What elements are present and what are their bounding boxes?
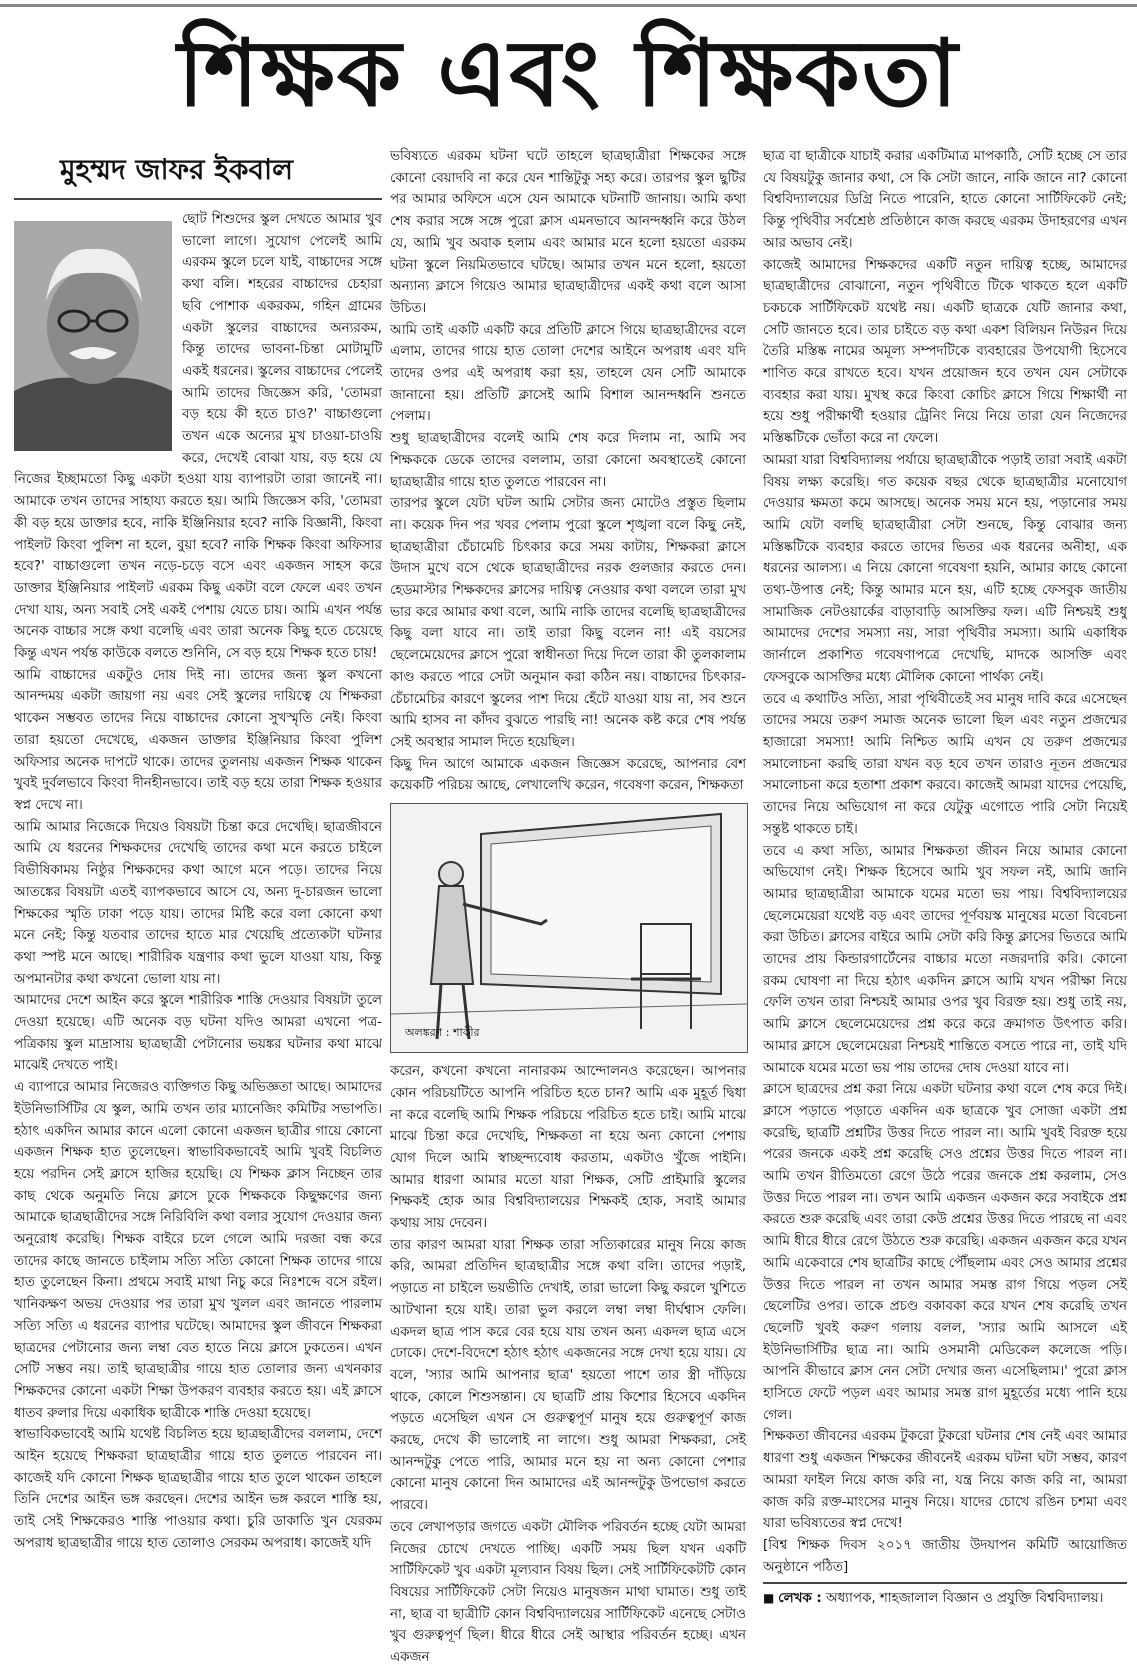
paragraph: ছোট শিশুদের স্কুল দেখতে আমার খুব ভালো লাগে। সুযোগ পেলেই আমি এরকম স্কুলে চলে যাই, বাচ্চাদের সঙ্গে কথা বলি। শহরের বাচ্চাদের চেহারা ছবি পোশাক একরকম, গহিন গ্রামের একটা স্কুলের বাচ্চাদের অন্যরকম, কিন্তু তাদের ভাবনা-চিন্তা মোটামুটি একই ধরনের। স্কুলের বাচ্চাদের পেলেই আমি তাদের জিজ্ঞেস করি, 'তোমরা বড় হয়ে কী হতে চাও?' বাচ্চাগুলো তখন একে অন্যের মুখ চাওয়া-চাওয়ি করে, দেখেই বোঝা যায়, বড় হয়ে যে নিজের ইচ্ছামতো কিছু একটা হওয়া যায় ব্যাপারটা তারা জানেই না। আমাকে তখন তাদের সাহায্য করতে হয়। আমি জিজ্ঞেস করি, 'তোমরা কী বড় হয়ে ডাক্তার হবে, নাকি ইঞ্জিনিয়ার হবে? নাকি বিজ্ঞানী, কিংবা পাইলট কিংবা পুলিশ না হলে, বুয়া হবে? নাকি শিক্ষক কিংবা অফিসার হবে?' বাচ্চাগুলো তখন নড়ে-চড়ে বসে এবং একজন সাহস করে ডাক্তার ইঞ্জিনিয়ার পাইলট এরকম কিছু একটা বলে ফেলে এবং তখন দেখা যায়, অন্য সবাই সেই একই পেশায় যেতে চায়। আমি এখন পর্যন্ত অনেক বাচ্চার সঙ্গে কথা বলেছি এবং তারা অনেক কিছু হতে চেয়েছে কিন্তু এখন পর্যন্ত কাউকে বলতে শুনিনি, সে বড় হয়ে শিক্ষক হতে চায়! [14,212,382,662]
paragraph: ছাত্র বা ছাত্রীকে যাচাই করার একটিমাত্র মাপকাঠি, সেটি হচ্ছে সে তার যে বিষয়টুকু জানার কথা, সে কি সেটা জানে, নাকি জানে না? কোনো বিশ্ববিদ্যালয়ের ডিগ্রি নিতে পারেনি, হাতে কোনো সার্টিফিকেট নেই; কিন্তু পৃথিবীর সর্বশ্রেষ্ঠ প্রতিষ্ঠানে কাজ করছে এরকম উদাহরণের এখন আর অভাব নেই। [763,149,1127,251]
paragraph: ক্লাসে ছাত্রদের প্রশ্ন করা নিয়ে একটা ঘটনার কথা বলে শেষ করে দিই। ক্লাসে পড়াতে পড়াতে একদিন এক ছাত্রকে খুব সোজা একটা প্রশ্ন করেছি, ছাত্রটি প্রশ্নটির উত্তর দিতে পারল না। আমি খুবই বিরক্ত হয়ে পরের জনকে একই প্রশ্ন করেছি সেও প্রশ্নের উত্তর দিতে পারল না। আমি তখন রীতিমতো রেগে উঠে পরের জনকে প্রশ্ন করলাম, সেও উত্তর দিতে পারল না। তখন আমি একজন একজন করে সবাইকে প্রশ্ন করতে শুরু করেছি এবং তারা কেউ প্রশ্নের উত্তর দিতে পারছে না এবং আমি ধীরে ধীরে রেগে উঠতে শুরু করেছি। একজন একজন করে যখন আমি একেবারে শেষ ছাত্রটির কাছে পৌঁছলাম এবং সেও আমার প্রশ্নের উত্তর দিতে পারল না তখন আমার সমস্ত রাগ গিয়ে পড়ল সেই ছেলেটির ওপর। তাকে প্রচণ্ড বকাবকা করে যখন শেষ করেছি তখন ছেলেটি খুবই করুণ গলায় বলল, 'স্যার আমি আসলে এই ইউনিভার্সিটির ছাত্র না। আমি ওসমানী মেডিকেল কলেজে পড়ি। আপনি কীভাবে ক্লাস নেন সেটা দেখার জন্য এসেছিলাম।' পুরো ক্লাস হাসিতে ফেটে পড়ল এবং আমার সমস্ত রাগ মুহূর্তের মধ্যে পানি হয়ে গেল। [763,1082,1127,1423]
paragraph: স্বাভাবিকভাবেই আমি যথেষ্ট বিচলিত হয়ে ছাত্রছাত্রীদের বললাম, দেশে আইন হয়েছে শিক্ষকরা ছাত্রছাত্রীর গায়ে হাত তুলতে পারবেন না। কাজেই যদি কোনো শিক্ষক ছাত্রছাত্রীর গায়ে হাত তুলে থাকেন তাহলে তিনি দেশের আইন ভঙ্গ করছেন। দেশের আইন ভঙ্গ করলে শাস্তি হয়, তাই সেই শিক্ষকেরও শাস্তি পাওয়ার কথা। চুরি ডাকাতি খুন যেরকম অপরাধ ছাত্রছাত্রীর গায়ে হাত তোলাও সেরকম অপরাধ। কাজেই যদি [14,1427,382,1551]
paragraph: শিক্ষকতা জীবনের এরকম টুকরো টুকরো ঘটনার শেষ নেই এবং আমার ধারণা শুধু একজন শিক্ষকের জীবনেই এরকম ঘটনা ঘটা সম্ভব, কারণ আমরা ফাইল নিয়ে কাজ করি না, যন্ত্র নিয়ে কাজ করি না, আমরা কাজ করি রক্ত-মাংসের মানুষ নিয়ে। যাদের চোখে রঙিন চশমা এবং যারা ভবিষ্যতের স্বপ্ন দেখে! [763,1429,1127,1532]
author-byline [763,1588,1127,1610]
occasion-note: [বিশ্ব শিক্ষক দিবস ২০১৭ জাতীয় উদযাপন কমিটি আয়োজিত অনুষ্ঠানে পঠিত] [763,1538,1127,1575]
bullet-icon: ■ [763,1591,779,1606]
paragraph: তারপর স্কুলে যেটা ঘটল আমি সেটার জন্য মোটেও প্রস্তুত ছিলাম না। কয়েক দিন পর খবর পেলাম পুরো স্কুলে শৃঙ্খলা বলে কিছু নেই, ছাত্রছাত্রীরা চেঁচামেচি চিৎকার করে সময় কাটায়, শিক্ষকরা ক্লাসে উদাস মুখে বসে থেকে ছাত্রছাত্রীদের নরক গুলজার করতে দেন। হেডমাস্টার শিক্ষকদের ক্লাসের দায়িত্ব নেওয়ার কথা বললে তারা মুখ ভার করে আমার কথা বলে, আমি নাকি তাদের বলেছি ছাত্রছাত্রীদের কিছু বলা যাবে না। তাই তারা কিছু বলেন না! এই বয়সের ছেলেমেয়েদের ক্লাসে পুরো স্বাধীনতা দিয়ে দিলে তারা কী তুলকালাম কাণ্ড করতে পারে সেটা অনুমান করা কঠিন নয়। বাচ্চাদের চিৎকার-চেঁচামেচির কারণে স্কুলের পাশ দিয়ে হেঁটে যাওয়া যায় না, সব শুনে আমি হাসব না কাঁদব বুঝতে পারছি না! অনেক কষ্ট করে শেষ পর্যন্ত সেই অবস্থার সামাল দিতে হয়েছিল। [390,496,746,750]
paragraph: আমাদের দেশে আইন করে স্কুলে শারীরিক শাস্তি দেওয়ার বিষয়টা তুলে দেওয়া হয়েছে। এটি অনেক বড় ঘটনা যদিও আমরা এখনো পত্র-পত্রিকায় স্কুল মাদ্রাসায় ছাত্রছাত্রী পেটানোর ভয়ঙ্কর ঘটনার কথা মাঝে মাঝেই দেখতে পাই। [14,993,382,1074]
paragraph: কিছু দিন আগে আমাকে একজন জিজ্ঞেস করেছে, আপনার বেশ কয়েকটি পরিচয় আছে, লেখালেখি করেন, গবেষণা করেন, শিক্ষকতা [390,756,746,794]
paragraph: ভবিষ্যতে এরকম ঘটনা ঘটে তাহলে ছাত্রছাত্রীরা শিক্ষকের সঙ্গে কোনো বেয়াদবি না করে যেন শান্তিটুকু সহ্য করে। তারপর স্কুল ছুটির পর আমার অফিসে এসে যেন আমাকে ঘটনাটি জানায়। আমি কথা শেষ করার সঙ্গে সঙ্গে পুরো ক্লাস এমনভাবে আনন্দধ্বনি করে উঠল যে, আমি খুব অবাক হলাম এবং আমার মনে হলো হয়তো এরকম ঘটনা স্কুলে নিয়মিতভাবে ঘটছে। আমার তখন মনে হলো, হয়তো অন্যান্য ক্লাসে গিয়েও আমার ছাত্রছাত্রীদের একই কথা বলে আসা উচিত। [390,149,746,316]
author-photo [14,221,172,451]
paragraph: কাজেই আমাদের শিক্ষকদের একটি নতুন দায়িত্ব হচ্ছে, আমাদের ছাত্রছাত্রীদের বোঝানো, নতুন পৃথিবীতে টিকে থাকতে হলে একটি চকচকে সার্টিফিকেট যথেষ্ট নয়। একটি ছাত্রকে যেটি জানার কথা, সেটি জানতে হবে। তার চাইতে বড় কথা একশ বিলিয়ন নিউরন দিয়ে তৈরি মস্তিষ্ক নামের অমূল্য সম্পদটিকে ব্যবহারের উপযোগী হিসেবে শাণিত করে রাখতে হবে। যখন প্রয়োজন হবে তখন যেন সেটাকে ব্যবহার করা যায়। মুখস্থ করে কিংবা কোচিং ক্লাসে গিয়ে শিক্ষার্থী না হয়ে শুধু পরীক্ষার্থী হওয়ার ট্রেনিং নিয়ে নিয়ে তারা যেন নিজেদের মস্তিষ্কটিকে ভোঁতা করে না ফেলে। [763,257,1127,447]
paragraph: আমরা যারা বিশ্ববিদ্যালয় পর্যায়ে ছাত্রছাত্রীকে পড়াই তারা সবাই একটা বিষয় লক্ষ্য করেছি। গত কয়েক বছর থেকে ছাত্রছাত্রীর মনোযোগ দেওয়ার ক্ষমতা কমে আসছে। অনেক সময় মনে হয়, পড়ানোর সময় আমি যেটা বলছি ছাত্রছাত্রীরা সেটা শুনছে, কিন্তু বোঝার জন্য মস্তিষ্কটিকে ব্যবহার করতে তাদের ভিতর এক ধরনের অনীহা, এক ধরনের আলস্য। এ নিয়ে কোনো গবেষণা হয়নি, আমার কাছে কোনো তথ্য-উপাত্ত নেই; কিন্তু আমার মনে হয়, এটি হচ্ছে ফেসবুক জাতীয় সামাজিক নেটওয়ার্কের বাড়াবাড়ি আসক্তির ফল। এটি নিশ্চয়ই শুধু আমাদের দেশের সমস্যা নয়, সারা পৃথিবীর সমস্যা। আমি একাধিক জার্নালে প্রকাশিত গবেষণাপত্রে দেখেছি, মাদকে আসক্তি এবং ফেসবুকে আসক্তির মধ্যে মৌলিক কোনো পার্থক্য নেই। [763,452,1127,685]
column-a [14,209,382,1551]
byline-divider [763,1582,1127,1584]
paragraph: তবে লেখাপড়ার জগতে একটা মৌলিক পরিবর্তন হচ্ছে যেটা আমরা নিজের চোখে দেখতে পাচ্ছি। একটি সময় ছিল যখন একটি সার্টিফিকেট খুব একটা মূল্যবান বিষয় ছিল। সেই সার্টিফিকেটটি কোন বিষয়ের সার্টিফিকেট সেটা নিয়েও মানুষজন মাথা ঘামাত। শুধু তাই না, ছাত্র বা ছাত্রীটি কোন বিশ্ববিদ্যালয়ের সার্টিফিকেট এনেছে সেটাও খুব গুরুত্বপূর্ণ ছিল। ধীরে ধীরে সেই আস্থার পরিবর্তন হচ্ছে। এখন একজন [390,1519,746,1666]
paragraph: করেন, কখনো কখনো নানারকম আন্দোলনও করেছেন। আপনার কোন পরিচয়টিতে আপনি পরিচিত হতে চান? আমি এক মুহূর্ত দ্বিধা না করে বলেছি আমি শিক্ষক পরিচয়ে পরিচিত হতে চাই। আমি মাঝে মাঝে চিন্তা করে দেখেছি, শিক্ষকতা না হয়ে অন্য কোনো পেশায় যোগ দিলে আমি স্বাচ্ছন্দ্যবোধ করতাম, একটাও খুঁজে পাইনি। আমার ধারণা আমার মতো যারা শিক্ষক, সেটি প্রাইমারি স্কুলের শিক্ষকই হোক আর বিশ্ববিদ্যালয়ের শিক্ষকই হোক, সবাই আমার কথায় সায় দেবেন। [390,1064,746,1232]
paragraph: আমি বাচ্চাদের একটুও দোষ দিই না। তাদের জন্য স্কুল কখনো আনন্দময় একটা জায়গা নয় এবং সেই স্কুলের দায়িত্বে যে শিক্ষকরা থাকেন সম্ভবত তাদের নিয়ে বাচ্চাদের কোনো সুখস্মৃতি নেই। কিংবা তারা হয়তো দেখেছে, একজন ডাক্তার ইঞ্জিনিয়ার কিংবা পুলিশ অফিসার অনেক দাপটে থাকে। তাদের তুলনায় একজন শিক্ষক থাকেন খুবই দুর্বলভাবে কিংবা দীনহীনভাবে। তাই বড় হয়ে তারা শিক্ষক হওয়ার স্বপ্ন দেখে না। [14,667,382,813]
byline-label: লেখক : [778,1591,822,1607]
illustration-caption: অলঙ্করণ : শাকীর [405,1026,480,1040]
paragraph: তবে এ কথাটিও সত্যি, সারা পৃথিবীতেই সব মানুষ দাবি করে এসেছেন তাদের সময়ে তরুণ সমাজ অনেক ভালো ছিল এবং নতুন প্রজন্মের হাজারো সমস্যা! আমি নিশ্চিত আমি এখন যে তরুণ প্রজন্মের সমালোচনা করছি তারা যখন বড় হবে তখন তারাও নূতন প্রজন্মের সমালোচনা করে হতাশা প্রকাশ করবে। কাজেই আমরা যাদের পেয়েছি, তাদের নিয়ে অভিযোগ না করে যেটুকু এগোতে পারি সেটা নিয়েই সন্তুষ্ট থাকতে চাই। [763,691,1127,837]
column-b [390,146,746,1666]
paragraph: আমি তাই একটি একটি করে প্রতিটি ক্লাসে গিয়ে ছাত্রছাত্রীদের বলে এলাম, তাদের গায়ে হাত তোলা দেশের আইনে অপরাধ এবং যদি তাদের ওপর এই অপরাধ করা হয়, তাহলে যেন সেটি আমাকে জানানো হয়। প্রতিটি ক্লাসেই আমি বিশাল আনন্দধ্বনি শুনতে পেলাম। [390,322,746,425]
paragraph: আমি আমার নিজেকে দিয়েও বিষয়টা চিন্তা করে দেখেছি। ছাত্রজীবনে আমি যে ধরনের শিক্ষকদের দেখেছি তাদের কথা মনে করতে চাইলে বিভীষিকাময় নিষ্ঠুর শিক্ষকদের কথা আগে মনে পড়ে। তাদের নিয়ে আতঙ্কের বিষয়টা এতই ব্যাপকভাবে আসে যে, অন্য দু-চারজন ভালো শিক্ষকের স্মৃতি ঢাকা পড়ে যায়। তাদের মিষ্টি করে বলা কোনো কথা মনে নেই; কিন্তু যতবার তাদের হাতে মার খেয়েছি প্রত্যেকটা ঘটনার কথা স্পষ্ট মনে আছে। শারীরিক যন্ত্রণার কথা ভুলে যাওয়া যায়, কিন্তু অপমানটার কথা কখনো ভোলা যায় না। [14,819,382,987]
author-name: মুহম্মদ জাফর ইকবাল [60,153,294,186]
illustration [390,803,748,1053]
byline-text: অধ্যাপক, শাহজালাল বিজ্ঞান ও প্রযুক্তি বিশ্ববিদ্যালয়। [826,1591,1104,1607]
column-c [763,146,1127,1607]
author-divider [14,198,382,200]
top-border [0,4,1137,7]
paragraph: শুধু ছাত্রছাত্রীদের বলেই আমি শেষ করে দিলাম না, আমি সব শিক্ষককে ডেকে তাদের বললাম, তারা কোনো অবস্থাতেই কোনো ছাত্রছাত্রীর গায়ে হাত তুলতে পারবেন না। [390,431,746,490]
paragraph: তার কারণ আমরা যারা শিক্ষক তারা সত্যিকারের মানুষ নিয়ে কাজ করি, আমরা প্রতিদিন ছাত্রছাত্রীর সঙ্গে কথা বলি। তাদের পড়াই, পড়াতে না চাইলে ভয়ভীতি দেখাই, তারা ভালো কিছু করলে খুশিতে আটখানা হয়ে যাই। তারা ভুল করলে লম্বা লম্বা দীর্ঘশ্বাস ফেলি। একদল ছাত্র পাস করে বের হয়ে যায় তখন অন্য একদল ছাত্র এসে ঢোকে। দেশে-বিদেশে হঠাৎ হঠাৎ একজনের সঙ্গে দেখা হয়ে যায়। যে বলে, 'স্যার আমি আপনার ছাত্র' হয়তো পাশে তার স্ত্রী দাঁড়িয়ে থাকে, কোলে শিশুসন্তান। যে ছাত্রটি প্রায় কিশোর হিসেবে একদিন পড়তে এসেছিল এখন সে গুরুত্বপূর্ণ মানুষ হয়ে গুরুত্বপূর্ণ কাজ করছে, দেখে কী ভালোই না লাগে। শুধু আমরা শিক্ষকরা, সেই আনন্দটুকু পেতে পারি, আমার মনে হয় না অন্য কোনো পেশার কোনো মানুষ কোনো দিন আমাদের এই আনন্দটুকু উপভোগ করতে পারবে। [390,1237,746,1514]
paragraph: তবে এ কথা সত্যি, আমার শিক্ষকতা জীবন নিয়ে আমার কোনো অভিযোগ নেই। শিক্ষক হিসেবে আমি খুব সফল নই, আমি জানি আমার ছাত্রছাত্রীরা আমাকে যমের মতো ভয় পায়। বিশ্ববিদ্যালয়ের ছেলেমেয়েরা যথেষ্ট বড় এবং তাদের পূর্ণবয়স্ক মানুষের মতো বিবেচনা করা উচিত। ক্লাসের বাইরে আমি সেটা করি কিন্তু ক্লাসের ভিতরে আমি তাদের প্রায় কিন্ডারগার্টেনের বাচ্চার মতো নজরদারি করি। কোনো রকম ঘোষণা না দিয়ে হঠাৎ একদিন ক্লাসে আমি যখন পরীক্ষা নিয়ে ফেলি তখন তারা নিশ্চয়ই আমার ওপর খুব বিরক্ত হয়। শুধু তাই নয়, আমি ক্লাসে ছেলেমেয়েদের প্রশ্ন করে করে ক্রমাগত উৎপাত করি। আমার ক্লাসে ছেলেমেয়েরা নিশ্চয়ই শান্তিতে বসতে পারে না, তাই যদি আমাকে যমের মতো ভয় পায় তাদের দোষ দেওয়া যাবে না। [763,843,1127,1076]
paragraph: এ ব্যাপারে আমার নিজেরও ব্যক্তিগত কিছু অভিজ্ঞতা আছে। আমাদের ইউনিভার্সিটির যে স্কুল, আমি তখন তার ম্যানেজিং কমিটির সভাপতি। হঠাৎ একদিন আমার কানে এলো কোনো একজন ছাত্রীর গায়ে কোনো একজন শিক্ষক হাত তুলেছেন। স্বাভাবিকভাবেই আমি খুবই বিচলিত হয়ে পরদিন সেই ক্লাসে হাজির হয়েছি। যে শিক্ষক ক্লাস নিচ্ছেন তার কাছ থেকে অনুমতি নিয়ে ক্লাসে ঢুকে শিক্ষককে কিছুক্ষণের জন্য আমাকে ছাত্রছাত্রীদের সঙ্গে নিরিবিলি কথা বলার সুযোগ দেওয়ার জন্য অনুরোধ করেছি। শিক্ষক বাইরে চলে গেলে আমি দরজা বন্ধ করে তাদের কাছে জানতে চাইলাম সত্যি সত্যি কোনো শিক্ষক তাদের গায়ে হাত তুলেছেন কিনা। প্রথমে সবাই মাথা নিচু করে নিঃশব্দে বসে রইল। খানিকক্ষণ অভয় দেওয়ার পর তারা মুখ খুলল এবং জানতে পারলাম সত্যি সত্যি এ ধরনের ব্যাপার ঘটেছে। আমাদের স্কুল জীবনে শিক্ষকরা ছাত্রদের পেটানোর জন্য লম্বা বেত হাতে নিয়ে ক্লাসে ঢুকতেন। এখন সেটি সম্ভব নয়। তাই ছাত্রছাত্রীর গায়ে হাত তোলার জন্য এখনকার শিক্ষকদের কোনো একটা শিক্ষা উপকরণ ব্যবহার করতে হয়। এই ক্লাসে ধাতব রুলার দিয়ে একাধিক ছাত্রীকে শাস্তি দেওয়া হয়েছে। [14,1080,382,1421]
headline: শিক্ষক এবং শিক্ষকতা [177,20,960,127]
